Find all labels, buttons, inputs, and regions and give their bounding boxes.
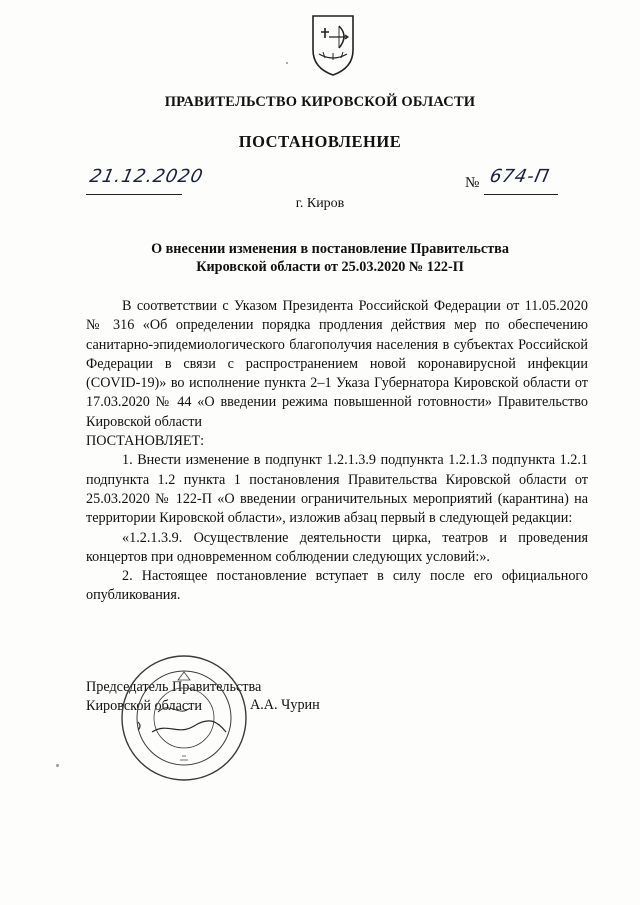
item-2-paragraph: 2. Настоящее постановление вступает в силу после его официального опубликования. bbox=[86, 568, 588, 604]
subject-line-1: О внесении изменения в постановление Правительства bbox=[151, 241, 509, 257]
document-type: ПОСТАНОВЛЕНИЕ bbox=[238, 132, 402, 151]
official-stamp bbox=[118, 652, 250, 784]
item-1-paragraph: 1. Внести изменение в подпункт 1.2.1.3.9 подпункта 1.2.1.3 подпункта 1.2.1 подпункта 1.2 пункта 1 постановления Правительства Кировской области от 25.03.2020 № 122-П «О введении ограничительных мероприятий (карантина) на территории Кировской области», изложив абзац первый в следующей редакции: bbox=[86, 452, 588, 527]
document-body bbox=[86, 297, 588, 606]
coat-of-arms-icon bbox=[309, 12, 357, 78]
preamble-paragraph: В соответствии с Указом Президента Российской Федерации от 11.05.2020 № 316 «Об определении порядка продления действия мер по обеспечению санитарно-эпидемиологического благополучия населения в субъектах Российской Федерации в связи с распространением новой коронавирусной инфекции (COVID-19)» во исполнение пункта 2–1 Указа Губернатора Кировской области от 17.03.2020 № 44 «О введении режима повышенной готовности» Правительство Кировской области bbox=[86, 298, 588, 430]
scan-speck bbox=[286, 62, 288, 64]
signer-title-line-2: Кировской области bbox=[86, 698, 202, 714]
signer-title-line-1: Председатель Правительства bbox=[86, 679, 262, 695]
document-subject bbox=[120, 240, 540, 276]
number-sign: № bbox=[465, 175, 480, 191]
subject-line-2: Кировской области от 25.03.2020 № 122-П bbox=[196, 259, 464, 275]
resolves-heading: ПОСТАНОВЛЯЕТ: bbox=[86, 433, 205, 450]
handwritten-number: 674-П bbox=[487, 166, 552, 187]
government-name: ПРАВИТЕЛЬСТВО КИРОВСКОЙ ОБЛАСТИ bbox=[164, 94, 476, 110]
signer-name: А.А. Чурин bbox=[250, 697, 320, 713]
city-name: г. Киров bbox=[295, 196, 345, 211]
handwritten-date: 21.12.2020 bbox=[87, 166, 206, 187]
item-1-quote-paragraph: «1.2.1.3.9. Осуществление деятельности цирка, театров и проведения концертов при одновременном соблюдении следующих условий:». bbox=[86, 529, 588, 565]
scan-speck bbox=[56, 764, 59, 767]
